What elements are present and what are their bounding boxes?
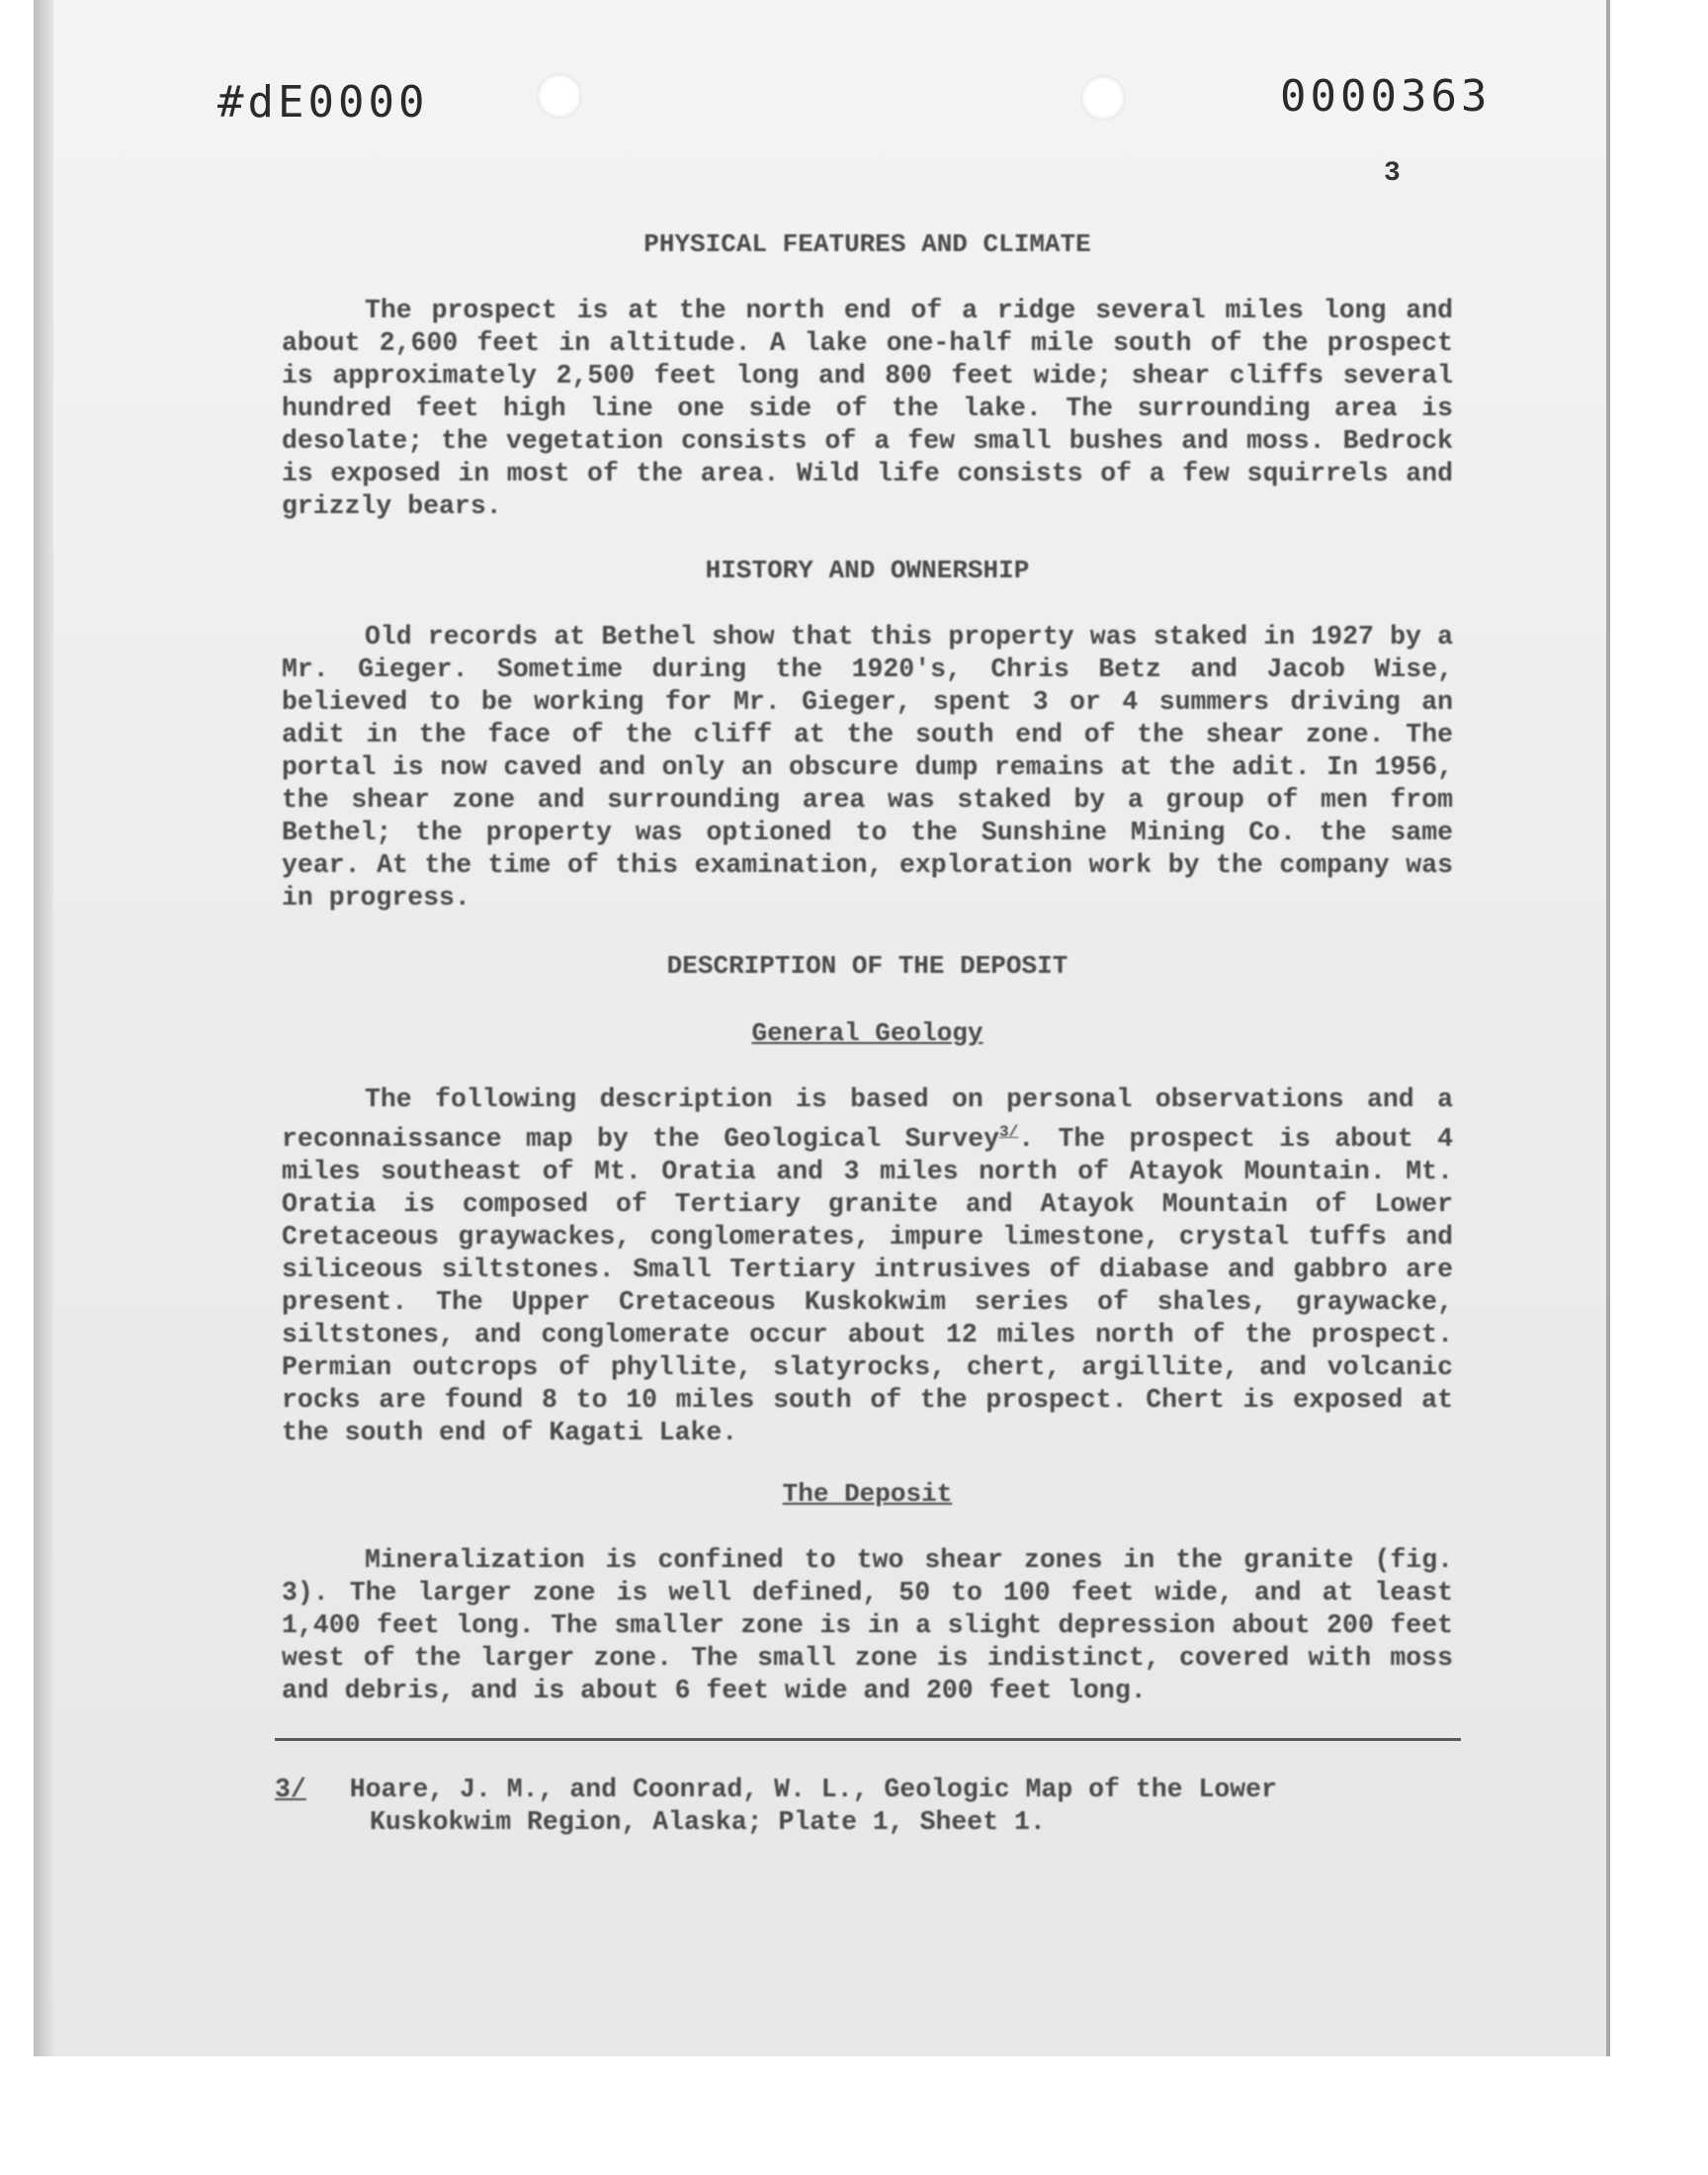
heading-description-deposit: DESCRIPTION OF THE DEPOSIT [666, 951, 1068, 981]
paragraph-general-geology [282, 1084, 1453, 1449]
footnote-divider [275, 1738, 1461, 1741]
paragraph-the-deposit: Mineralization is confined to two shear zones in the granite (fig. 3). The larger zone is well defined, 50 to 100 feet wide, and at least 1,400 feet long. The smaller zone is in a slight depression about 200 feet west of the larger zone. The small zone is indistinct, covered with moss and debris, and is about 6 feet wide and 200 feet long. [282, 1545, 1453, 1705]
punch-hole-left [537, 73, 582, 119]
footnote-reference: 3/ [999, 1123, 1019, 1141]
heading-physical-features: PHYSICAL FEATURES AND CLIMATE [643, 229, 1091, 259]
paragraph-physical-features: The prospect is at the north end of a ridge several miles long and about 2,600 feet in altitude. A lake one-half mile south of the prospect is approximately 2,500 feet long and 800 feet wide; shear cliffs several hundred feet high line one side of the lake. The surrounding area is desolate; the vegetation consists of a few small bushes and moss. Bedrock is exposed in most of the area. Wild life consists of a few squirrels and grizzly bears. [282, 296, 1453, 521]
footnote [275, 1774, 1446, 1839]
footnote-line-1: Hoare, J. M., and Coonrad, W. L., Geologic Map of the Lower [349, 1775, 1277, 1804]
geology-text-part-2: . The prospect is about 4 miles southeast of Mt. Oratia and 3 miles north of Atayok Mountain. Mt. Oratia is composed of Tertiary granite and Atayok Mountain of Lower Cretaceous graywackes, conglomerates, impure limestone, crystal tuffs and siliceous siltstones. Small Tertiary intrusives of diabase and gabbro are present. The Upper Cretaceous Kuskokwim series of shales, graywacke, siltstones, and conglomerate occur about 12 miles north of the prospect. Permian outcrops of phyllite, slatyrocks, chert, argillite, and volcanic rocks are found 8 to 10 miles south of the prospect. Chert is exposed at the south end of Kagati Lake. [282, 1123, 1453, 1447]
footnote-line-2: Kuskokwim Region, Alaska; Plate 1, Sheet 1. [370, 1807, 1046, 1837]
subheading-general-geology: General Geology [751, 1018, 983, 1048]
paragraph-history-ownership: Old records at Bethel show that this property was staked in 1927 by a Mr. Gieger. Sometime during the 1920's, Chris Betz and Jacob Wise, believed to be working for Mr. Gieger, spent 3 or 4 summers driving an adit in the face of the cliff at the south end of the shear zone. The portal is now caved and only an obscure dump remains at the adit. In 1956, the shear zone and surrounding area was staked by a group of men from Bethel; the property was optioned to the Sunshine Mining Co. the same year. At the time of this examination, exploration work by the company was in progress. [282, 622, 1453, 913]
page-edge-shadow [34, 0, 53, 2056]
document-id-stamp-right: 0000363 [1280, 71, 1492, 122]
page-number: 3 [1384, 158, 1401, 189]
document-id-stamp-left: #dE0000 [217, 77, 429, 128]
heading-history-ownership: HISTORY AND OWNERSHIP [705, 556, 1030, 585]
subheading-the-deposit: The Deposit [782, 1479, 953, 1509]
geology-text-part-1: The following description is based on personal observations and a reconnaissance map by the Geological Survey [282, 1085, 1453, 1154]
punch-hole-right [1080, 75, 1126, 121]
footnote-mark: 3/ [275, 1775, 306, 1804]
